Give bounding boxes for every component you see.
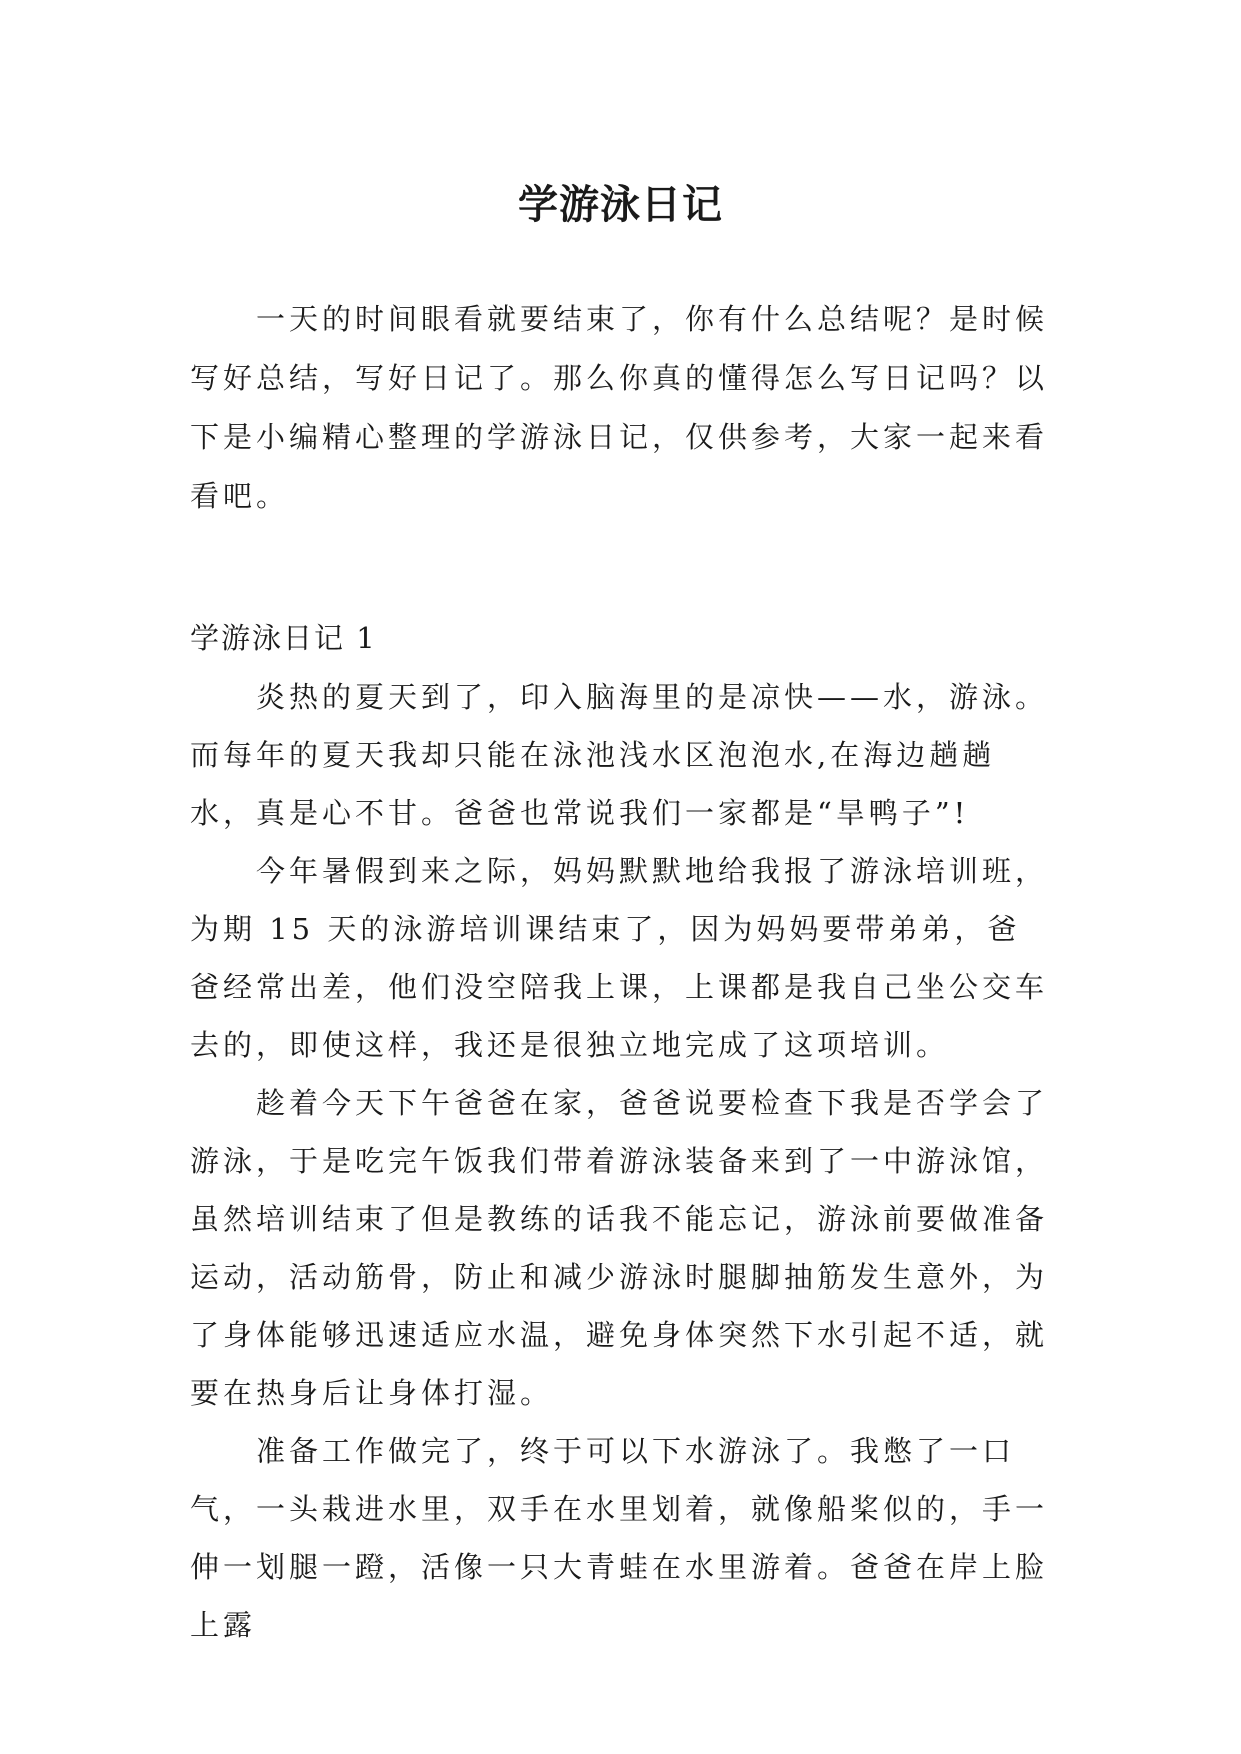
body-paragraph-2: 今年暑假到来之际，妈妈默默地给我报了游泳培训班，为期 15 天的泳游培训课结束了，因为妈妈要带弟弟，爸爸经常出差，他们没空陪我上课，上课都是我自己坐公交车去的，即使这样，我还是很独立地完成了这项培训。 (190, 854, 1049, 1062)
body-paragraph-3: 趁着今天下午爸爸在家，爸爸说要检查下我是否学会了游泳，于是吃完午饭我们带着游泳装备来到了一中游泳馆，虽然培训结束了但是教练的话我不能忘记，游泳前要做准备运动，活动筋骨，防止和减少游泳时腿脚抽筋发生意外，为了身体能够迅速适应水温，避免身体突然下水引起不适，就要在热身后让身体打湿。 (190, 1086, 1049, 1410)
body-paragraph-4: 准备工作做完了，终于可以下水游泳了。我憋了一口气，一头栽进水里，双手在水里划着，就像船桨似的，手一伸一划腿一蹬，活像一只大青蛙在水里游着。爸爸在岸上脸上露 (190, 1434, 1049, 1642)
document-body (190, 290, 1050, 1654)
body-paragraph-1: 炎热的夏天到了，印入脑海里的是凉快——水，游泳。而每年的夏天我却只能在泳池浅水区泡泡水,在海边趟趟水，真是心不甘。爸爸也常说我们一家都是“旱鸭子”! (190, 680, 1049, 830)
intro-paragraph: 一天的时间眼看就要结束了，你有什么总结呢？是时候写好总结，写好日记了。那么你真的懂得怎么写日记吗？以下是小编精心整理的学游泳日记，仅供参考，大家一起来看看吧。 (190, 302, 1049, 513)
document-title: 学游泳日记 (518, 181, 723, 228)
section-heading: 学游泳日记 1 (190, 621, 377, 655)
